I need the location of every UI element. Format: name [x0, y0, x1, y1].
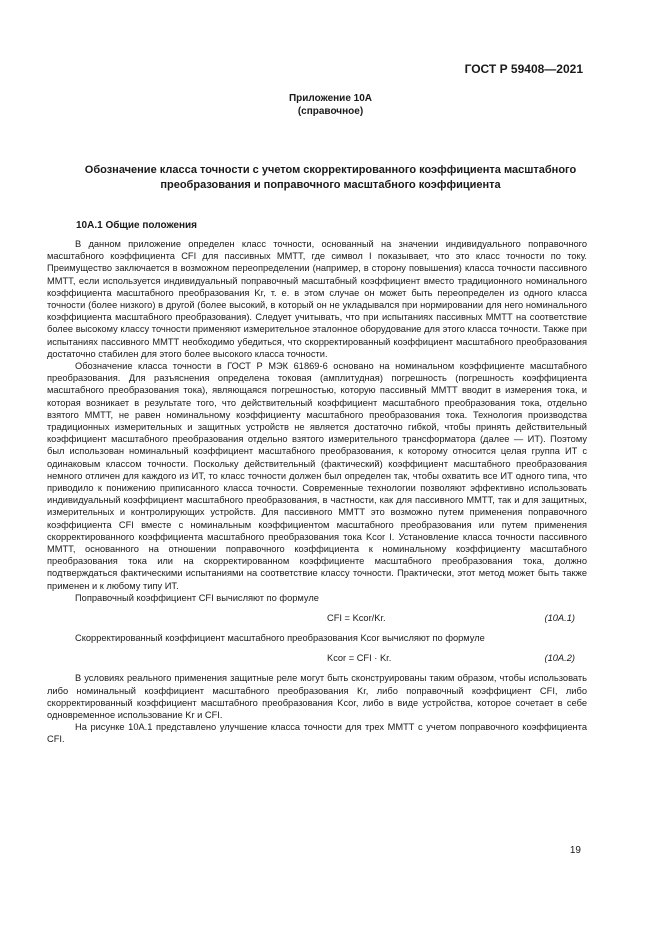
body-text [47, 238, 587, 746]
annex-title: Приложение 10А [288, 93, 373, 104]
paragraph: Скорректированный коэффициент масштабного преобразования Kcor вычисляют по формуле [75, 633, 485, 644]
formula-number: (10A.2) [544, 653, 575, 664]
paragraph: На рисунке 10А.1 представлено улучшение класса точности для трех ММТТ с учетом поправочного коэффициента CFI. [47, 722, 587, 745]
formula-10a1 [47, 604, 587, 632]
paragraph: Поправочный коэффициент CFI вычисляют по формуле [75, 592, 319, 603]
paragraph: В условиях реального применения защитные реле могут быть сконструированы таким образом, чтобы использовать либо номинальный коэффициент масштабного преобразования Kr, либо поправочный коэффициент CFI, либо скорректированный коэффициент масштабного преобразования Kcor, либо в виде устройства, которое сочетает в себе одновременное использование Kr и CFI. [47, 673, 587, 720]
annex-heading [0, 92, 661, 118]
document-title: Обозначение класса точности с учетом скорректированного коэффициента масштабного преобразования и поправочного масштабного коэффициента [84, 164, 577, 191]
formula-expression: CFI = Kcor/Kr. [327, 613, 386, 624]
page-number: 19 [569, 845, 581, 856]
paragraph: В данном приложение определен класс точности, основанный на значении индивидуального поправочного масштабного коэффициента CFI для пассивных ММТТ, где символ I показывает, что это класс точности по току. Преимущество заключается в возможном переопределении (например, в сторону повышения) класса точности пассивного ММТТ, если используется индивидуальный поправочный масштабный коэффициент вместо традиционного номинального коэффициента масштабного преобразования Kr, т. е. в этом случае он может быть переопределен из одного класса точности (более низкого) в другой (более высокий, в который он не укладывался при нормировании для него номинального коэффициента масштабного преобразования). Следует учитывать, что при испытаниях пассивных ММТТ на соответствие более высокому классу точности применяют измерительное эталонное оборудование для этого класса точности. Также при испытаниях пассивного ММТТ необходимо убедиться, что скорректированный коэффициент масштабного преобразования достаточно стабилен для этого более высокого класса точности. [47, 239, 587, 359]
annex-subtitle: (справочное) [297, 106, 364, 117]
paragraph: Обозначение класса точности в ГОСТ Р МЭК 61869-6 основано на номинальном коэффициенте масштабного преобразования. Для разъяснения определена токовая (амплитудная) погрешность (погрешность коэффициента масштабного преобразования тока), являющаяся погрешностью, которую пассивный ММТТ вводит в измерения тока, и которая возникает в результате того, что действительный коэффициент масштабного преобразования тока, отдельно взятого ММТТ, не равен номинальному коэффициенту масштабного преобразования тока. Технология производства традиционных измерительных и защитных устройств не является достаточно гибкой, чтобы принять действительный коэффициент масштабного преобразования отдельно взятого измерительного трансформатора (далее — ИТ). Поэтому был использован номинальный коэффициент масштабного преобразования, к которому относится целая группа ИТ с одинаковым классом точности. Поскольку действительный (фактический) коэффициент масштабного преобразования немного отличен для каждого из ИТ, то класс точности должен был определен так, чтобы охватить все ИТ одного типа, что приводило к понижению приписанного класса точности. Современные технологии позволяют эффективно использовать индивидуальный коэффициент масштабного преобразования, в частности, как для пассивного ММТТ, так и для защитных, измерительных и контролирующих устройств. Для пассивного ММТТ это возможно путем применения поправочного коэффициента CFI вместе с номинальным коэффициентом масштабного преобразования или путем применения скорректированного коэффициента масштабного преобразования тока Kcor I. Установление класса точности пассивного ММТТ, основанного на отношении поправочного коэффициента к номинальному коэффициенту масштабного преобразования тока или на скорректированном коэффициенте масштабного преобразования тока, должно подтверждаться фактическими испытаниями на соответствие классу точности. Практически, этот метод может быть также применен и к любому типу ИТ. [47, 361, 587, 591]
formula-10a2 [47, 644, 587, 672]
standard-number: ГОСТ Р 59408—2021 [464, 62, 583, 76]
formula-expression: Kcor = CFI · Kr. [327, 653, 392, 664]
formula-number: (10A.1) [544, 613, 575, 624]
section-heading: 10А.1 Общие положения [76, 220, 197, 231]
